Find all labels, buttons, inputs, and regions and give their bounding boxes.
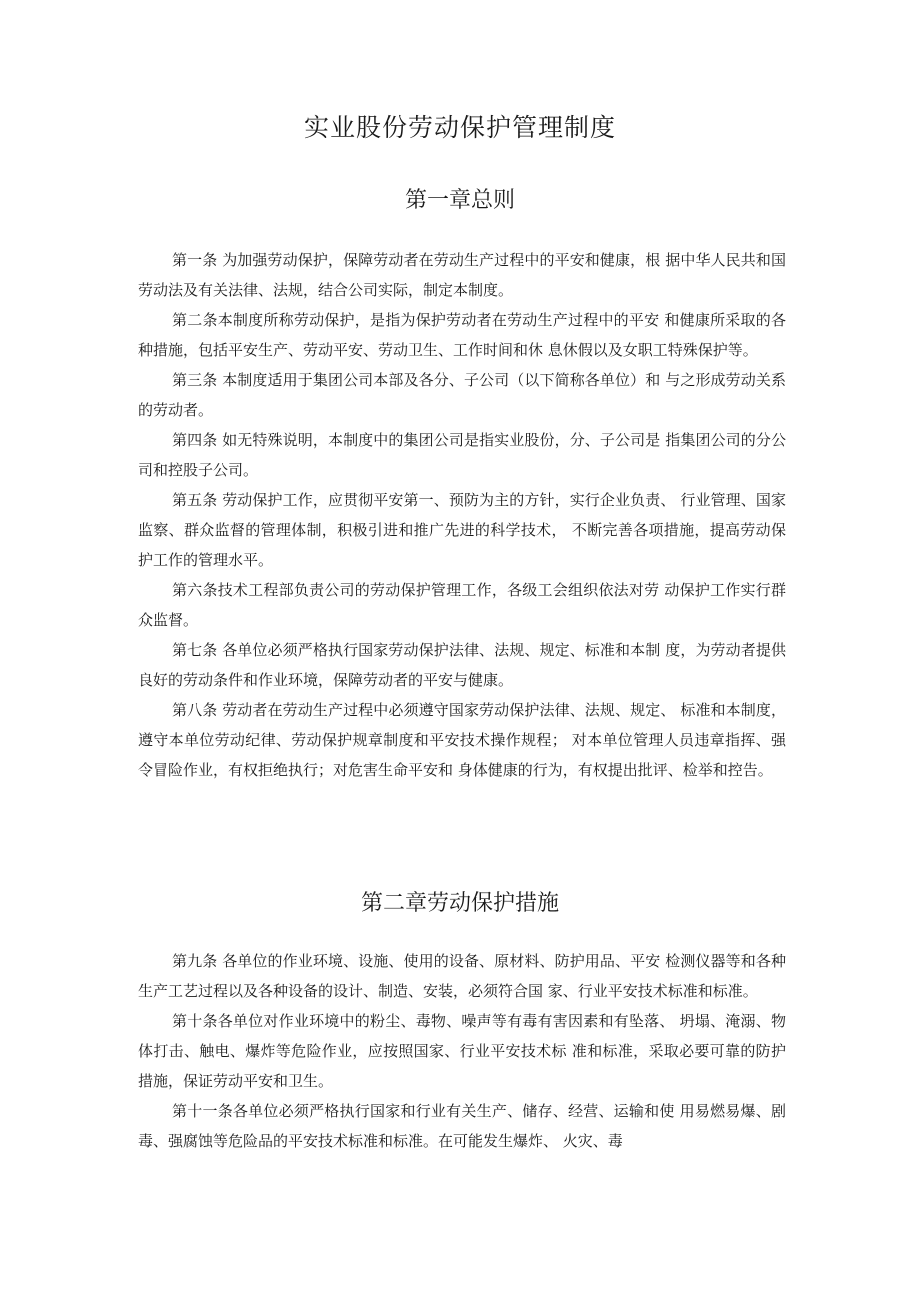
- chapter-2-body: [138, 946, 786, 1156]
- document-title: 实业股份劳动保护管理制度: [303, 113, 616, 142]
- article-1: 第一条 为加强劳动保护，保障劳动者在劳动生产过程中的平安和健康，根 据中华人民共和国劳动法及有关法律、法规，结合公司实际，制定本制度。: [138, 251, 786, 299]
- article-4: 第四条 如无特殊说明，本制度中的集团公司是指实业股份，分、子公司是 指集团公司的分公司和控股子公司。: [138, 431, 786, 479]
- article-8: 第八条 劳动者在劳动生产过程中必须遵守国家劳动保护法律、法规、规定、 标准和本制度，遵守本单位劳动纪律、劳动保护规章制度和平安技术操作规程； 对本单位管理人员违章指挥、强令冒险作业，有权拒绝执行；对危害生命平安和 身体健康的行为，有权提出批评、检举和控告。: [138, 701, 786, 779]
- article-3: 第三条 本制度适用于集团公司本部及各分、子公司（以下简称各单位）和 与之形成劳动关系的劳动者。: [138, 371, 786, 419]
- chapter-2-title: 第二章劳动保护措施: [360, 891, 559, 916]
- chapter-1-body: [138, 245, 786, 785]
- article-6: 第六条技术工程部负责公司的劳动保护管理工作，各级工会组织依法对劳 动保护工作实行群众监督。: [138, 581, 786, 629]
- article-11: 第十一条各单位必须严格执行国家和行业有关生产、储存、经营、运输和使 用易燃易爆、剧毒、强腐蚀等危险品的平安技术标准和标准。在可能发生爆炸、 火灾、毒: [138, 1102, 786, 1150]
- article-10: 第十条各单位对作业环境中的粉尘、毒物、噪声等有毒有害因素和有坠落、 坍塌、淹溺、物体打击、触电、爆炸等危险作业，应按照国家、行业平安技术标 准和标准，采取必要可靠的防护措施，保证劳动平安和卫生。: [138, 1012, 786, 1090]
- chapter-1-title: 第一章总则: [404, 188, 515, 213]
- article-7: 第七条 各单位必须严格执行国家劳动保护法律、法规、规定、标准和本制 度，为劳动者提供良好的劳动条件和作业环境，保障劳动者的平安与健康。: [138, 641, 786, 689]
- article-5: 第五条 劳动保护工作，应贯彻平安第一、预防为主的方针，实行企业负责、 行业管理、国家监察、群众监督的管理体制，积极引进和推广先进的科学技术， 不断完善各项措施，提高劳动保护工作的管理水平。: [138, 491, 786, 569]
- article-2: 第二条本制度所称劳动保护，是指为保护劳动者在劳动生产过程中的平安 和健康所采取的各种措施，包括平安生产、劳动平安、劳动卫生、工作时间和休 息休假以及女职工特殊保护等。: [138, 311, 786, 359]
- article-9: 第九条 各单位的作业环境、设施、使用的设备、原材料、防护用品、平安 检测仪器等和各种生产工艺过程以及各种设备的设计、制造、安装，必须符合国 家、行业平安技术标准和标准。: [138, 952, 786, 1000]
